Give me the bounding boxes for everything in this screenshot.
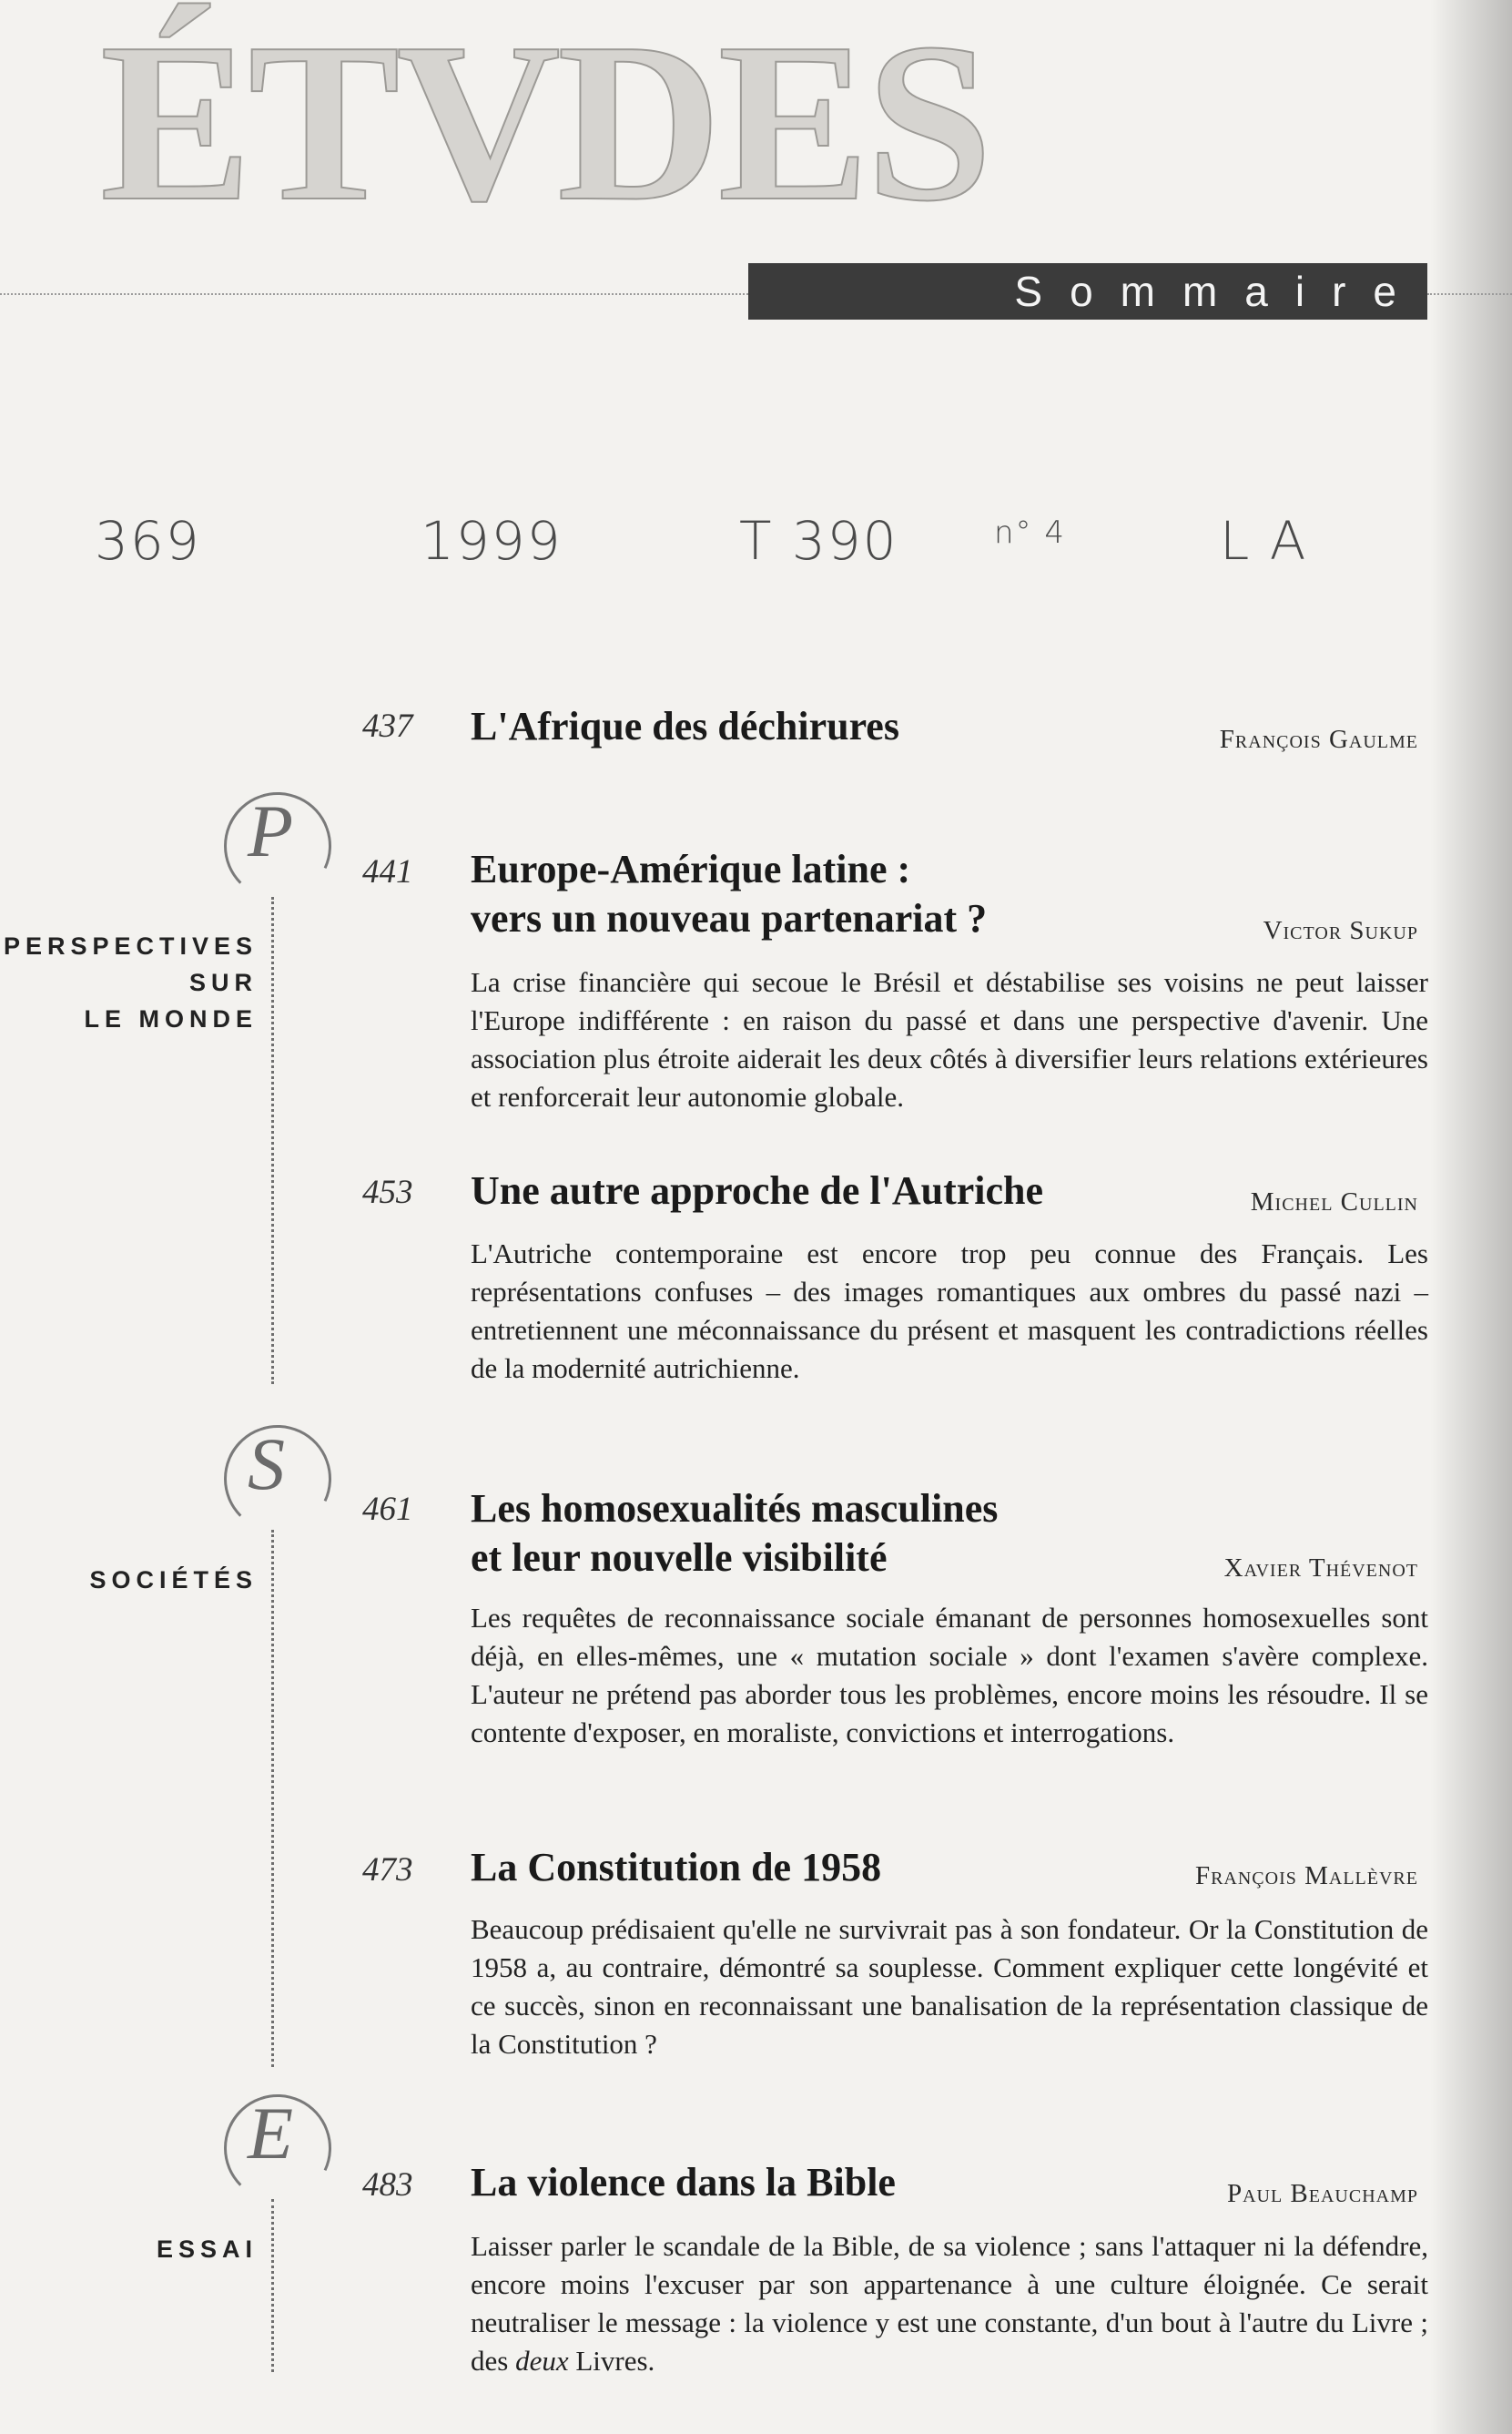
section-letter-badge-s: [224, 1422, 333, 1534]
journal-masthead: ÉTVDES: [100, 0, 989, 249]
header-dotted-rule-right: [1427, 293, 1512, 295]
article-author: François Gaulme: [1219, 725, 1418, 754]
article-page-number: 437: [362, 708, 413, 745]
article-author: Paul Beauchamp: [1226, 2179, 1418, 2208]
article-abstract: La crise financière qui secoue le Brésil et déstabilise ses voisins ne peut laisser l'Europe indifférente : en raison du passé et dans une perspective d'avenir. Une association plus étroite aiderait les deux côtés à diversifier leurs relations extérieures et renforcerait leur autonomie globale.: [471, 966, 1428, 1113]
article-page-number: 441: [362, 853, 413, 891]
section-dotted-rule: [271, 1530, 274, 2067]
section-letter-e: E: [248, 2092, 294, 2174]
article-title-line: La Constitution de 1958: [471, 1845, 882, 1889]
abstract-text: Laisser parler le scandale de la Bible, de sa violence ; sans l'attaquer ni la défendre, encore moins l'excuser par son appartenance à une culture éloignée. Ce serait neutraliser le message : la violence y est une constante, d'un bout à l'autre du Livre ; des: [471, 2230, 1428, 2377]
article-title-line: Europe-Amérique latine :: [471, 847, 911, 891]
section-dotted-rule: [271, 897, 274, 1384]
article-title[interactable]: [471, 1166, 1043, 1216]
abstract-text: Livres.: [568, 2345, 655, 2377]
article-title[interactable]: [471, 845, 987, 943]
article-page-number: 453: [362, 1174, 413, 1211]
handwritten-note-2: 1999: [421, 510, 563, 572]
section-dotted-rule: [271, 2199, 274, 2372]
article-abstract: Beaucoup prédisaient qu'elle ne survivrait pas à son fondateur. Or la Constitution de 1958 a, au contraire, démontré sa souplesse. Comment expliquer cette longévité et ce succès, sinon en reconnaissant une banalisation de la représentation classique de la Constitution ?: [471, 1913, 1428, 2060]
section-label-perspectives: [4, 928, 258, 1037]
handwritten-note-3: T 390: [739, 510, 898, 572]
abstract-emphasis: deux: [515, 2345, 569, 2377]
article-title-line: L'Afrique des déchirures: [471, 704, 899, 749]
article-abstract: [471, 2227, 1428, 2380]
article-page-number: 483: [362, 2166, 413, 2204]
article-title-line: Les homosexualités masculines: [471, 1486, 999, 1531]
section-label-line: SUR: [188, 969, 258, 996]
article-author: Xavier Thévenot: [1223, 1553, 1418, 1583]
handwritten-note-5: L A: [1220, 510, 1308, 572]
article-abstract: L'Autriche contemporaine est encore trop peu connue des Français. Les représentations confuses – des images romantiques aux ombres du passé nazi – entretiennent une méconnaissance du présent et masquent les contradictions réelles de la modernité autrichienne.: [471, 1237, 1428, 1384]
article-title-line: La violence dans la Bible: [471, 2160, 896, 2205]
article-abstract: Les requêtes de reconnaissance sociale émanant de personnes homosexuelles sont déjà, en elles-mêmes, une « mutation sociale » dont l'examen s'avère complexe. L'auteur ne prétend pas aborder tous les problèmes, encore moins les résoudre. Il se contente d'exposer, en moraliste, convictions et interrogations.: [471, 1602, 1428, 1748]
article-author: Michel Cullin: [1250, 1187, 1418, 1217]
section-label-line: LE MONDE: [84, 1005, 258, 1033]
section-letter-p: P: [248, 789, 294, 872]
article-page-number: 461: [362, 1491, 413, 1528]
section-letter-badge-p: [224, 789, 333, 901]
section-letter-s: S: [248, 1422, 285, 1505]
page-edge-shadow: [1430, 0, 1512, 2434]
section-label-line: ESSAI: [156, 2235, 258, 2263]
article-title[interactable]: [471, 1843, 881, 1892]
article-title[interactable]: [471, 2158, 896, 2207]
sommaire-banner: Sommaire: [748, 263, 1427, 320]
article-title-line: Une autre approche de l'Autriche: [471, 1168, 1043, 1213]
section-label-essai: [157, 2231, 258, 2267]
header-dotted-rule: [0, 293, 748, 295]
section-label-line: PERSPECTIVES: [3, 932, 258, 960]
article-author: François Mallèvre: [1194, 1861, 1418, 1890]
article-title[interactable]: [471, 1484, 998, 1583]
article-title-line: et leur nouvelle visibilité: [471, 1535, 888, 1580]
article-title-line: vers un nouveau partenariat ?: [471, 896, 988, 941]
section-label-societes: [89, 1562, 258, 1598]
handwritten-note-1: 369: [95, 510, 201, 572]
article-title[interactable]: [471, 702, 899, 751]
article-author: Victor Sukup: [1263, 916, 1418, 945]
article-page-number: 473: [362, 1851, 413, 1889]
section-letter-badge-e: [224, 2094, 333, 2204]
section-label-line: SOCIÉTÉS: [89, 1566, 258, 1594]
handwritten-note-4: n° 4: [994, 514, 1066, 551]
